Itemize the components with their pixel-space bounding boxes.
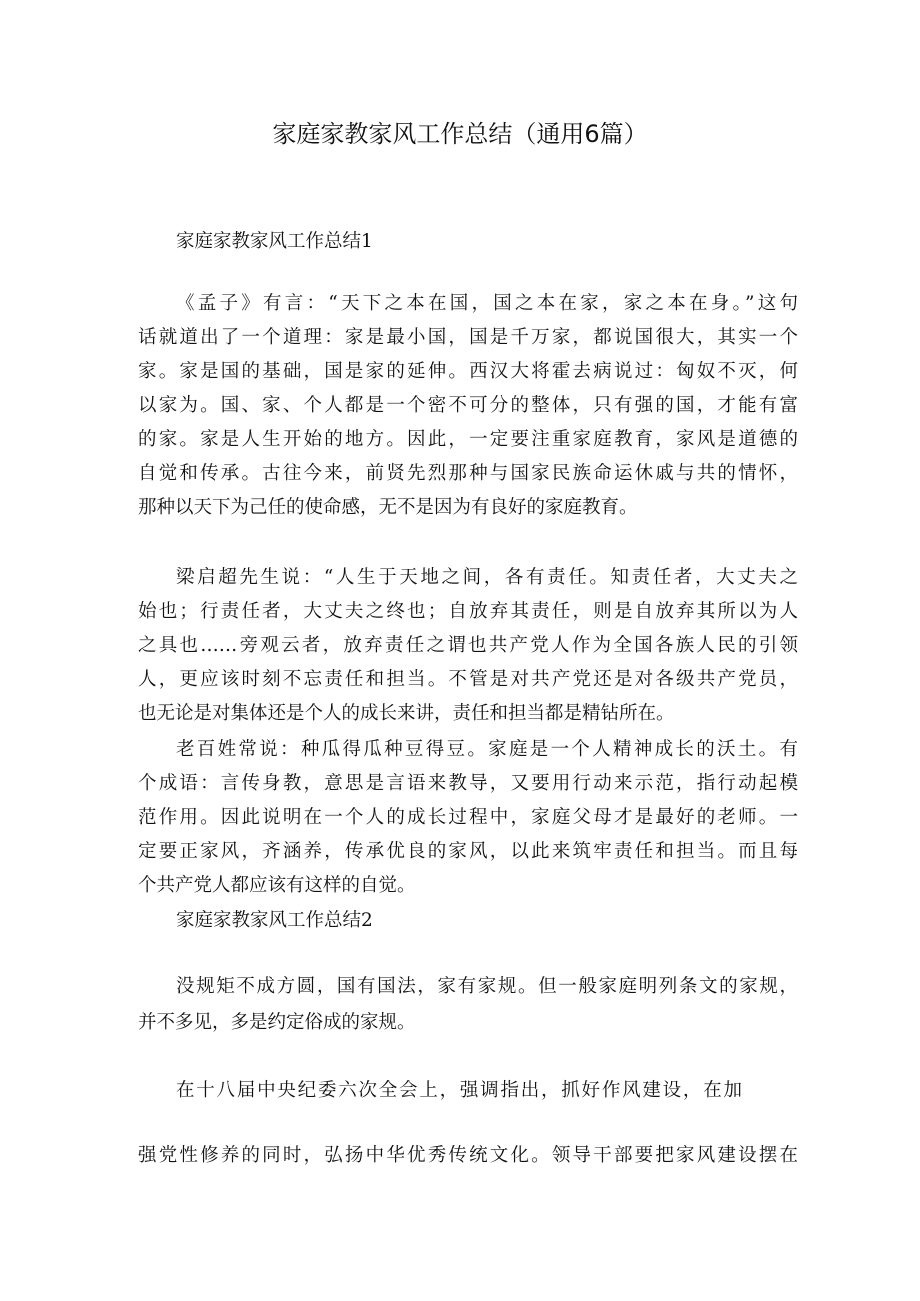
paragraph-line: 人，更应该时刻不忘责任和担当。不管是对共产党还是对各级共产党员， (138, 669, 798, 690)
paragraph-line: 梁启超先生说：“人生于天地之间，各有责任。知责任者，大丈夫之 (176, 567, 798, 588)
paragraph-line: 定要正家风，齐涵养，传承优良的家风，以此来筑牢责任和担当。而且每 (138, 841, 798, 862)
paragraph-line: 老百姓常说：种瓜得瓜种豆得豆。家庭是一个人精神成长的沃土。有 (176, 739, 798, 760)
paragraph-line: 以家为。国、家、个人都是一个密不可分的整体，只有强的国，才能有富 (138, 395, 798, 416)
paragraph-line: 也无论是对集体还是个人的成长来讲，责任和担当都是精钻所在。 (138, 703, 675, 724)
paragraph-line: 自觉和传承。古往今来，前贤先烈那种与国家民族命运休戚与共的情怀， (138, 463, 798, 484)
paragraph-line: 在十八届中央纪委六次全会上，强调指出，抓好作风建设，在加 (176, 1080, 742, 1101)
paragraph-line: 的家。家是人生开始的地方。因此，一定要注重家庭教育，家风是道德的 (138, 429, 798, 450)
paragraph-line: 那种以天下为己任的使命感，无不是因为有良好的家庭教育。 (138, 497, 638, 518)
paragraph-line: 话就道出了一个道理：家是最小国，国是千万家，都说国很大，其实一个 (138, 327, 798, 348)
section-heading-2: 家庭家教家风工作总结2 (176, 910, 373, 931)
paragraph-line: 家。家是国的基础，国是家的延伸。西汉大将霍去病说过：匈奴不灭，何 (138, 361, 798, 382)
paragraph-line: 范作用。因此说明在一个人的成长过程中，家庭父母才是最好的老师。一 (138, 807, 798, 828)
paragraph-line: 没规矩不成方圆，国有国法，家有家规。但一般家庭明列条文的家规， (176, 976, 798, 997)
paragraph-line: 强党性修养的同时，弘扬中华优秀传统文化。领导干部要把家风建设摆在 (138, 1145, 798, 1166)
section-heading-1: 家庭家教家风工作总结1 (176, 231, 373, 252)
paragraph-line: 之具也……旁观云者，放弃责任之谓也共产党人作为全国各族人民的引领 (138, 635, 798, 656)
paragraph-line: 个共产党人都应该有这样的自觉。 (138, 875, 416, 896)
paragraph-line: 并不多见，多是约定俗成的家规。 (138, 1012, 416, 1033)
paragraph-line: 个成语：言传身教，意思是言语来教导，又要用行动来示范，指行动起模 (138, 773, 798, 794)
paragraph-line: 《孟子》有言：“天下之本在国，国之本在家，家之本在身。”这句 (176, 293, 798, 314)
document-title: 家庭家教家风工作总结（通用6篇） (272, 120, 648, 148)
paragraph-line: 始也；行责任者，大丈夫之终也；自放弃其责任，则是自放弃其所以为人 (138, 601, 798, 622)
